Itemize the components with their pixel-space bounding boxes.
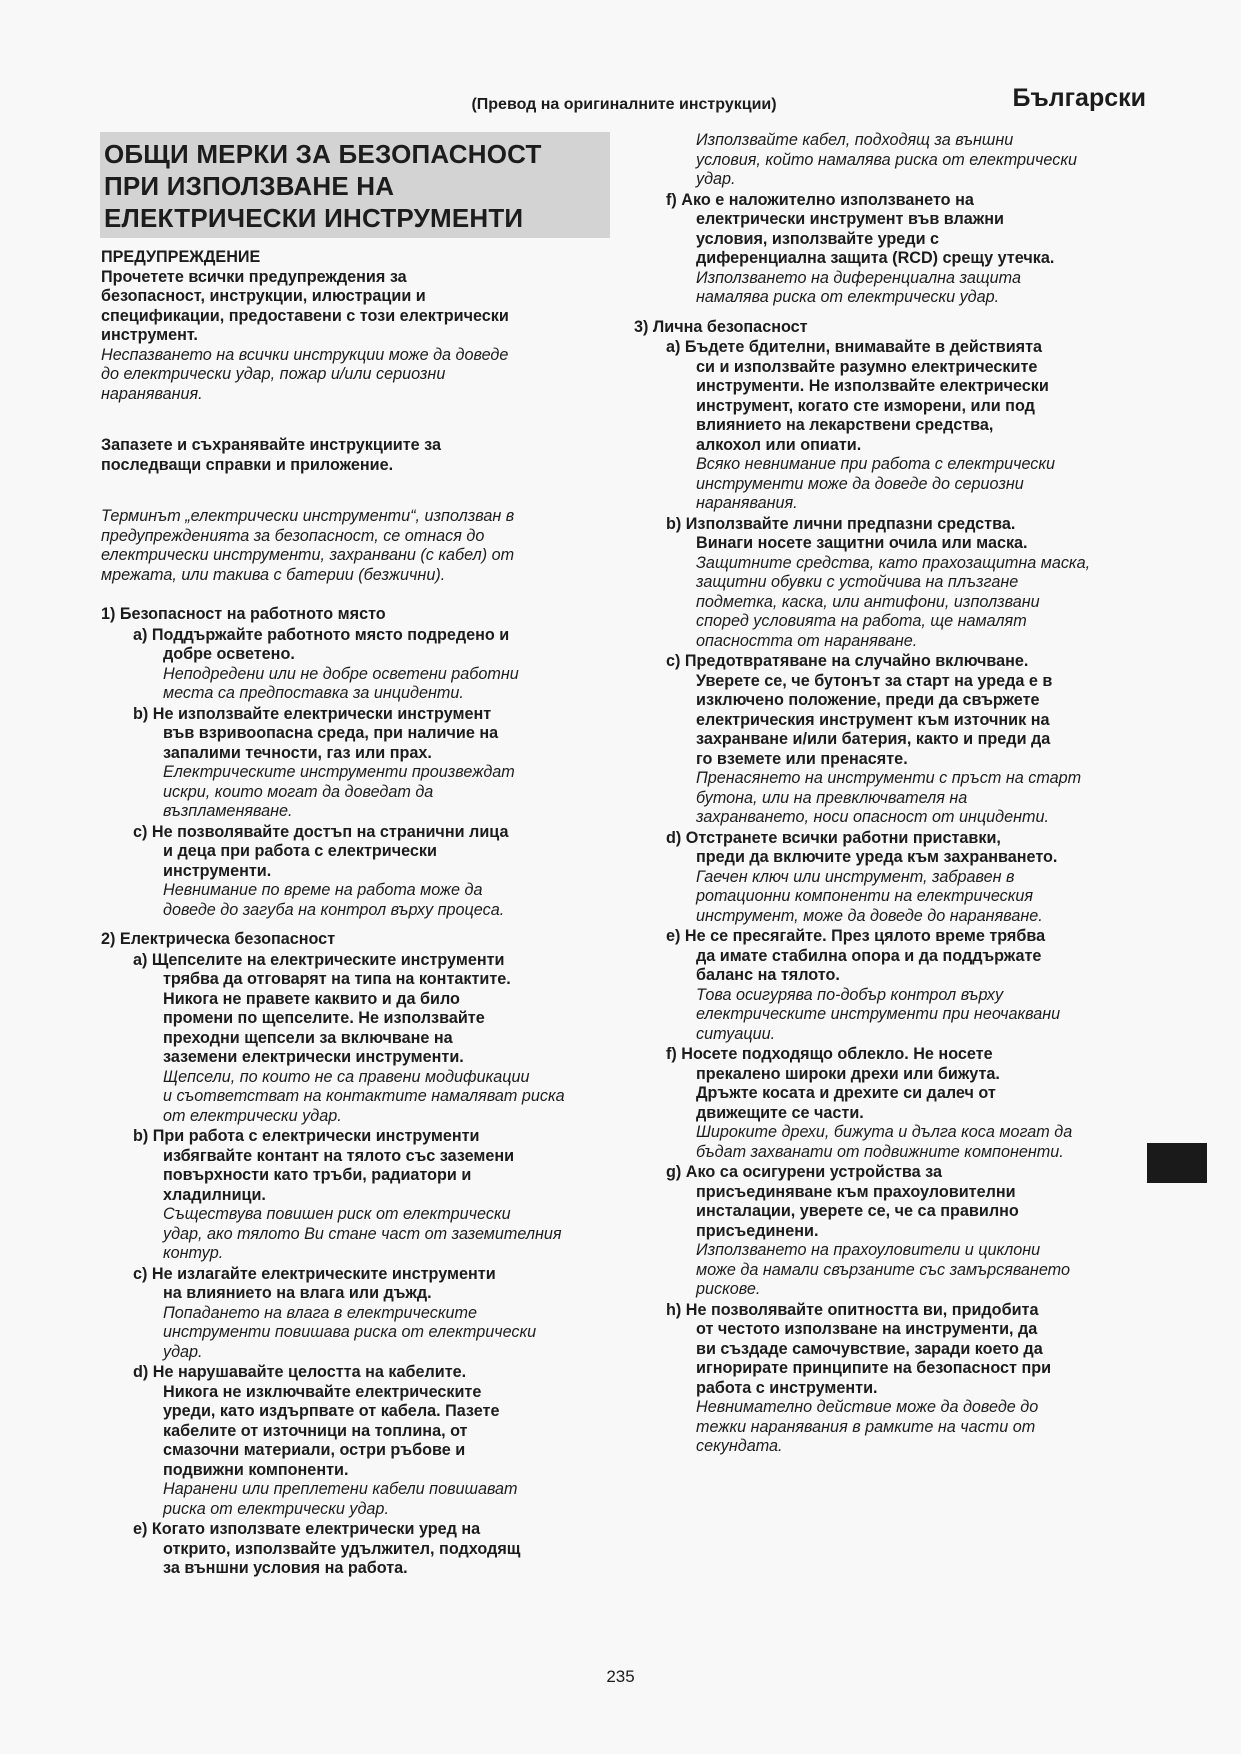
rule-2f	[634, 191, 1140, 308]
rule-2a	[101, 951, 616, 1127]
rule-note: Попадането на влага в електрическите	[163, 1303, 477, 1322]
rule-title: промени по щепселите. Не използвайте	[163, 1009, 485, 1027]
rule-note: опасността от нараняване.	[696, 631, 918, 650]
rule-title: a) Бъдете бдителни, внимавайте в действията	[666, 338, 1043, 356]
rule-title: от честото използване на инструменти, да	[696, 1320, 1038, 1338]
rule-2e-note	[634, 131, 1140, 190]
rule-note: защитни обувки с устойчива на плъзгане	[696, 573, 1019, 591]
rule-3d	[634, 829, 1140, 927]
warning-italic-text	[101, 346, 616, 405]
rule-note: искри, които могат да доведат да	[163, 782, 434, 801]
rule-title: кабелите от източници на топлина, от	[163, 1421, 468, 1440]
rule-note: места са предпоставка за инциденти.	[163, 684, 464, 702]
rule-title: го вземете или пренасяте.	[696, 749, 908, 768]
rule-title: Винаги носете защитни очила или маска.	[696, 534, 1028, 552]
rule-note: бутона, или на превключвателя на	[696, 788, 968, 807]
rule-title: c) Не позволявайте достъп на странични лица	[133, 822, 509, 841]
text-line: инструмент.	[101, 326, 198, 344]
section-title-box	[100, 132, 610, 238]
rule-1c	[101, 823, 616, 921]
rule-note: намалява риска от електрически удар.	[696, 288, 1000, 306]
rule-note: Защитните средства, като прахозащитна маска,	[696, 553, 1091, 572]
rule-title: уреди, като издърпвате от кабела. Пазете	[163, 1402, 500, 1420]
keep-instructions	[101, 436, 616, 475]
right-column	[634, 131, 1140, 1457]
rule-note: доведе до загуба на контрол върху процеса.	[163, 900, 505, 919]
rule-note: според условията на работа, ще намалят	[696, 612, 1027, 630]
rule-note: Широките дрехи, бижута и дълга коса могат да	[696, 1123, 1073, 1141]
rule-note: Наранени или преплетени кабели повишават	[163, 1480, 518, 1498]
rule-title: d) Не нарушавайте целостта на кабелите.	[133, 1363, 467, 1381]
rule-note: инструменти повишава риска от електрически	[163, 1323, 537, 1341]
rule-title: g) Ако са осигурени устройства за	[666, 1163, 942, 1181]
rule-title: инструменти.	[163, 861, 272, 880]
warning-bold-text	[101, 268, 616, 346]
rule-title: b) Не използвайте електрически инструмент	[133, 704, 492, 723]
rule-title: влиянието на лекарствени средства,	[696, 416, 994, 434]
section-heading-work-area: 1) Безопасност на работното място	[101, 605, 386, 623]
text-line: спецификации, предоставени с този електрически	[101, 306, 509, 325]
left-column	[101, 248, 616, 1579]
rule-title: b) При работа с електрически инструменти	[133, 1127, 480, 1145]
section-heading-electrical: 2) Електрическа безопасност	[101, 930, 336, 948]
rule-2d	[101, 1363, 616, 1519]
title-line: ОБЩИ МЕРКИ ЗА БЕЗОПАСНОСТ	[104, 139, 542, 169]
rule-title: Дръжте косата и дрехите си далеч от	[696, 1084, 996, 1102]
rule-title: повърхности като тръби, радиатори и	[163, 1166, 472, 1184]
page-number: 235	[606, 1667, 635, 1686]
rule-note: условия, който намалява риска от електрически	[696, 150, 1077, 169]
rule-note: инструмент, може да доведе до нараняване.	[696, 906, 1043, 925]
rule-title: във взривоопасна среда, при наличие на	[163, 724, 499, 742]
rule-title: присъединяване към прахоуловителни	[696, 1182, 1016, 1201]
rule-title: ви създаде самочувствие, заради което да	[696, 1339, 1043, 1358]
rule-note: рискове.	[696, 1280, 761, 1298]
rule-title: Никога не правете каквито и да било	[163, 989, 460, 1008]
rule-title: електрически инструмент във влажни	[696, 210, 1005, 228]
rule-title: a) Щепселите на електрическите инструменти	[133, 950, 505, 969]
rule-1a	[101, 626, 616, 704]
rule-title: си и използвайте разумно електрическите	[696, 357, 1038, 376]
text-line: Терминът „електрически инструменти“, използван в	[101, 507, 515, 525]
rule-note: удар.	[696, 170, 736, 188]
rule-title: c) Не излагайте електрическите инструменти	[133, 1264, 496, 1283]
language-side-tab	[1147, 1143, 1207, 1183]
rule-title: и деца при работа с електрически	[163, 842, 437, 860]
rule-3f	[634, 1045, 1140, 1162]
rule-title: f) Носете подходящо облекло. Не носете	[666, 1045, 993, 1063]
rule-note: и съответстват на контактите намаляват риска	[163, 1087, 565, 1105]
rule-title: захранване и/или батерия, както и преди да	[696, 730, 1051, 748]
rule-3c	[634, 652, 1140, 828]
rule-note: Неподредени или не добре осветени работни	[163, 664, 519, 683]
rule-3h	[634, 1301, 1140, 1457]
rule-note: Невнимателно действие може да доведе до	[696, 1398, 1039, 1416]
section-heading-personal: 3) Лична безопасност	[634, 317, 808, 336]
text-line: електрически инструменти, захранвани (с кабел) от	[101, 546, 515, 564]
rule-note: подметка, каска, или антифони, използвани	[696, 592, 1040, 611]
rule-note: Това осигурява по-добър контрол върху	[696, 985, 1004, 1004]
rule-note: инструменти може да доведе до сериозни	[696, 474, 1024, 493]
rule-title: алкохол или опиати.	[696, 435, 862, 454]
rule-title: за външни условия на работа.	[163, 1559, 408, 1577]
rule-3e	[634, 927, 1140, 1044]
rule-note: тежки наранявания в рамките на части от	[696, 1417, 1036, 1436]
rule-note: удар.	[163, 1342, 203, 1361]
rule-note: секундата.	[696, 1437, 783, 1455]
rule-note: Пренасянето на инструменти с пръст на старт	[696, 769, 1082, 787]
rule-title: d) Отстранете всички работни приставки,	[666, 828, 1001, 847]
rule-title: Никога не изключвайте електрическите	[163, 1382, 482, 1401]
rule-title: прекалено широки дрехи или бижута.	[696, 1064, 1000, 1083]
rule-note: Използването на прахоуловители и циклони	[696, 1241, 1041, 1259]
text-line: Неспазването на всички инструкции може да доведе	[101, 345, 509, 364]
rule-note: ротационни компоненти на електрическия	[696, 887, 1034, 905]
text-line: последващи справки и приложение.	[101, 455, 394, 474]
rule-title: Уверете се, че бутонът за старт на уреда е в	[696, 671, 1053, 690]
rule-note: Съществува повишен риск от електрически	[163, 1205, 511, 1223]
rule-title: инструмент, когато сте изморени, или под	[696, 396, 1035, 415]
rule-title: e) Когато използвате електрически уред на	[133, 1520, 481, 1538]
rule-note: Използването на диференциална защита	[696, 268, 1021, 287]
title-line: ЕЛЕКТРИЧЕСКИ ИНСТРУМЕНТИ	[104, 203, 524, 233]
rule-note: риска от електрически удар.	[163, 1499, 389, 1518]
language-label: Български	[1012, 84, 1146, 112]
rule-3a	[634, 338, 1140, 514]
text-line: наранявания.	[101, 384, 203, 403]
rule-title: добре осветено.	[163, 645, 295, 663]
rule-note: възпламеняване.	[163, 802, 293, 820]
rule-title: да имате стабилна опора и да поддържате	[696, 946, 1042, 965]
rule-title: работа с инструменти.	[696, 1378, 878, 1397]
rule-title: a) Поддържайте работното място подредено и	[133, 625, 510, 644]
rule-1b	[101, 705, 616, 822]
rule-title: баланс на тялото.	[696, 966, 840, 984]
rule-2e	[101, 1520, 616, 1579]
warning-heading: ПРЕДУПРЕЖДЕНИЕ	[101, 248, 261, 266]
rule-title: заземени електрически инструменти.	[163, 1048, 464, 1066]
text-line: Прочетете всички предупреждения за	[101, 267, 407, 286]
rule-note: Всяко невнимание при работа с електрически	[696, 455, 1056, 473]
rule-note: наранявания.	[696, 494, 798, 512]
rule-title: присъединени.	[696, 1221, 819, 1240]
rule-title: електрическия инструмент към източник на	[696, 710, 1050, 729]
rule-note: захранването, носи опасност от инциденти.	[696, 808, 1049, 826]
translation-note: (Превод на оригиналните инструкции)	[471, 96, 777, 113]
rule-title: преди да включите уреда към захранването.	[696, 848, 1058, 866]
rule-3g	[634, 1163, 1140, 1300]
text-line: безопасност, инструкции, илюстрации и	[101, 287, 426, 305]
rule-title: f) Ако е наложително използването на	[666, 190, 974, 209]
title-line: ПРИ ИЗПОЛЗВАНЕ НА	[104, 171, 395, 201]
rule-title: на влиянието на влага или дъжд.	[163, 1284, 432, 1302]
text-line: до електрически удар, пожар и/или сериозни	[101, 365, 446, 383]
rule-title: открито, използвайте удължител, подходящ	[163, 1539, 521, 1558]
text-line: Запазете и съхранявайте инструкциите за	[101, 436, 441, 454]
rule-note: електрическите инструменти при неочаквани	[696, 1005, 1061, 1023]
rule-3b	[634, 515, 1140, 652]
rule-title: смазочни материали, остри ръбове и	[163, 1441, 466, 1459]
rule-note: Използвайте кабел, подходящ за външни	[696, 131, 1014, 149]
rule-2b	[101, 1127, 616, 1264]
rule-title: движещите се части.	[696, 1103, 864, 1122]
rule-note: Електрическите инструменти произвеждат	[163, 763, 515, 781]
rule-note: контур.	[163, 1244, 224, 1262]
text-line: мрежата, или такива с батерии (безжични).	[101, 565, 446, 584]
text-line: предупрежденията за безопасност, се отнася до	[101, 526, 485, 545]
rule-title: запалими течности, газ или прах.	[163, 743, 432, 762]
rule-title: инструменти. Не използвайте електрически	[696, 377, 1049, 395]
rule-note: Гаечен ключ или инструмент, забравен в	[696, 867, 1015, 886]
rule-title: подвижни компоненти.	[163, 1460, 349, 1479]
rule-title: трябва да отговарят на типа на контактите.	[163, 970, 511, 988]
rule-note: от електрически удар.	[163, 1106, 342, 1125]
rule-note: удар, ако тялото Ви стане част от заземителния	[163, 1224, 562, 1243]
rule-note: бъдат захванати от подвижните компоненти.	[696, 1142, 1064, 1161]
rule-title: избягвайте контант на тялото със заземени	[163, 1146, 515, 1165]
rule-title: c) Предотвратяване на случайно включване.	[666, 652, 1029, 670]
term-definition	[101, 507, 616, 585]
rule-title: хладилници.	[163, 1185, 266, 1204]
rule-2c	[101, 1265, 616, 1363]
rule-title: e) Не се пресягайте. През цялото време трябва	[666, 927, 1046, 945]
rule-title: преходни щепсели за включване на	[163, 1028, 453, 1047]
rule-title: изключено положение, преди да свържете	[696, 691, 1040, 709]
rule-title: b) Използвайте лични предпазни средства.	[666, 514, 1016, 533]
rule-title: условия, използвайте уреди с	[696, 229, 940, 248]
rule-title: диференциална защита (RCD) срещу утечка.	[696, 249, 1055, 267]
rule-note: Невнимание по време на работа може да	[163, 881, 483, 899]
rule-note: може да намали свързаните със замърсяването	[696, 1260, 1070, 1279]
rule-note: ситуации.	[696, 1024, 776, 1043]
rule-title: инсталации, уверете се, че са правилно	[696, 1202, 1019, 1220]
rule-title: h) Не позволявайте опитността ви, придобита	[666, 1300, 1039, 1319]
rule-note: Щепсели, по които не са правени модификации	[163, 1067, 530, 1086]
rule-title: игнорирате принципите на безопасност при	[696, 1359, 1052, 1377]
